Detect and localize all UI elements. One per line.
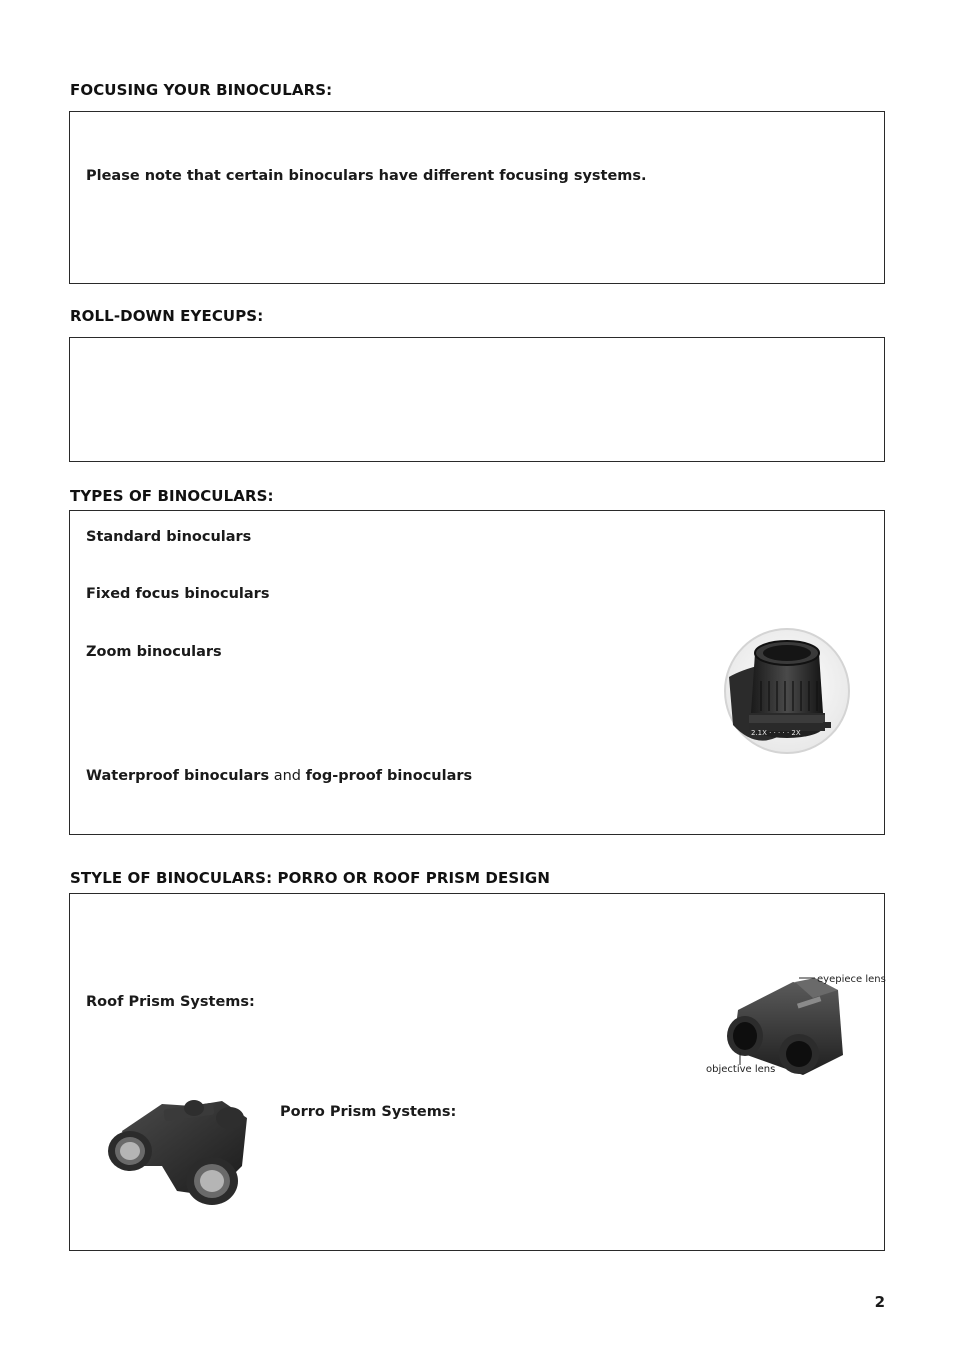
waterproof-line: [86, 768, 472, 784]
focusing-heading: FOCUSING YOUR BINOCULARS:: [70, 81, 333, 99]
types-box: [69, 510, 885, 835]
porro-prism-binoculars-image: [102, 1096, 262, 1211]
roof-prism-label: Roof Prism Systems:: [86, 994, 255, 1010]
style-box: [69, 893, 885, 1251]
waterproof-label: Waterproof binoculars: [86, 768, 270, 784]
standard-binoculars-label: Standard binoculars: [86, 529, 252, 545]
eyepiece-lens-label: eyepiece lens: [817, 974, 886, 985]
zoom-eyepiece-image: [721, 625, 861, 765]
zoom-scale-text: 2.1X · · · · · 2X: [751, 729, 801, 737]
roof-prism-binoculars-image: [703, 970, 886, 1080]
eyecups-heading: ROLL-DOWN EYECUPS:: [70, 307, 264, 325]
zoom-binoculars-label: Zoom binoculars: [86, 644, 222, 660]
fog-proof-label: fog-proof binoculars: [305, 768, 473, 784]
fixed-focus-binoculars-label: Fixed focus binoculars: [86, 586, 270, 602]
eyecups-box: [69, 337, 885, 462]
types-heading: TYPES OF BINOCULARS:: [70, 487, 274, 505]
and-word: and: [273, 768, 301, 784]
style-heading: STYLE OF BINOCULARS: PORRO OR ROOF PRISM DESIGN: [70, 869, 550, 887]
focusing-box: [69, 111, 885, 284]
objective-lens-label: objective lens: [706, 1064, 776, 1075]
porro-prism-label: Porro Prism Systems:: [280, 1104, 457, 1120]
focusing-note: Please note that certain binoculars have different focusing systems.: [86, 168, 647, 184]
page-number: 2: [874, 1293, 885, 1311]
